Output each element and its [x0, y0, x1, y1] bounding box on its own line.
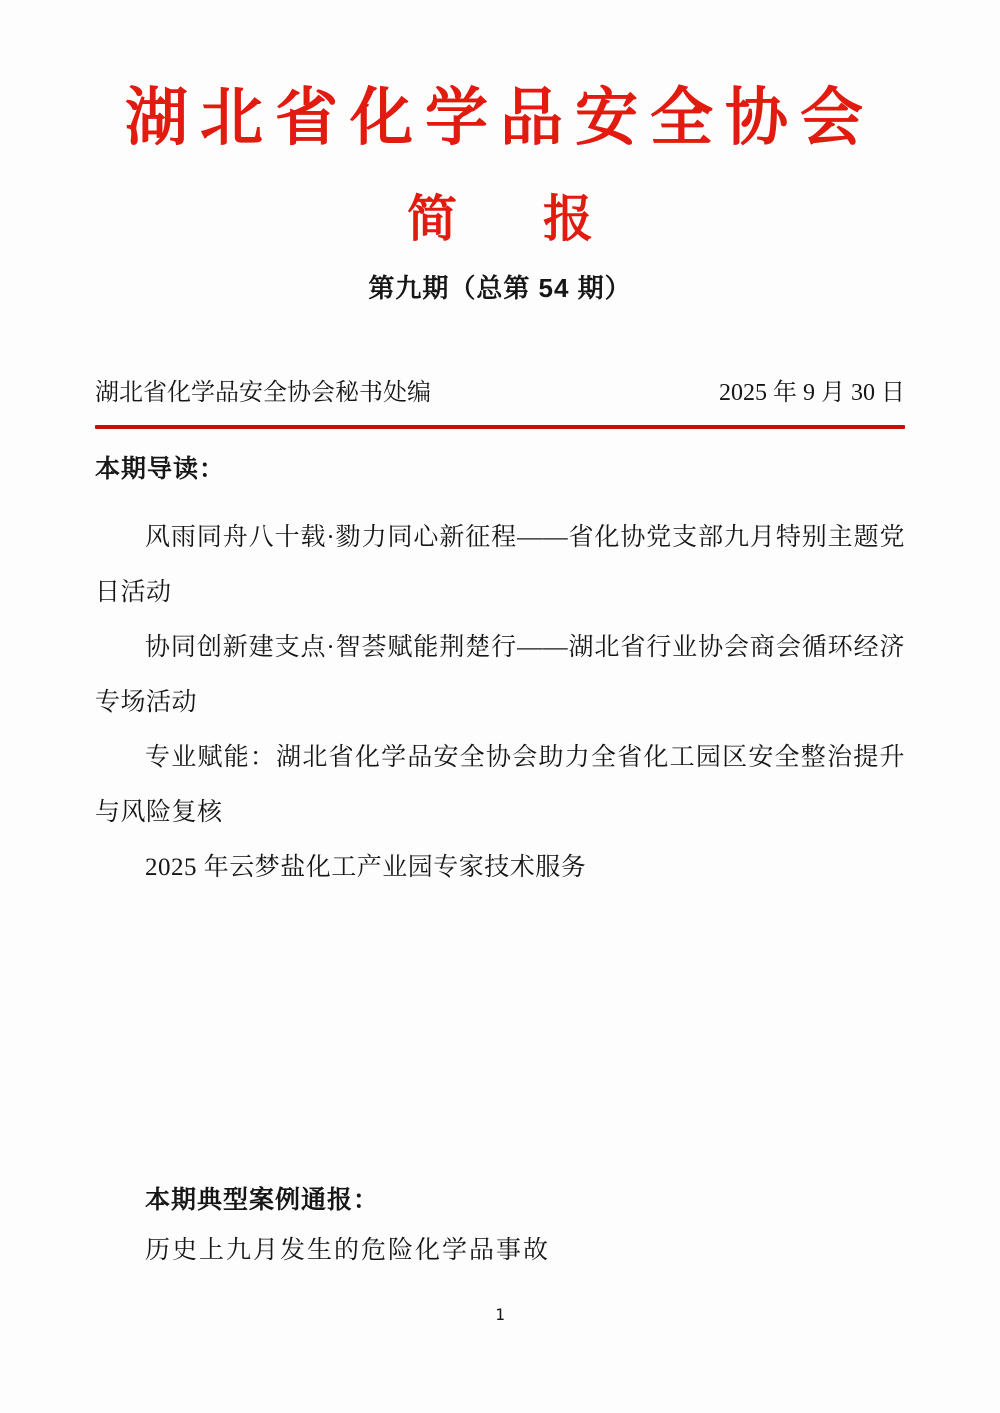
cases-heading: 本期典型案例通报： [145, 1186, 380, 1215]
toc-item: 风雨同舟八十载·勠力同心新征程——省化协党支部九月特别主题党日活动 [95, 524, 905, 607]
toc-item: 专业赋能：湖北省化学品安全协会助力全省化工园区安全整治提升与风险复核 [95, 744, 905, 827]
editor-credit: 湖北省化学品安全协会秘书处编 [95, 380, 431, 407]
bulletin-title-char-left: 简 [407, 191, 457, 248]
org-title: 湖北省化学品安全协会 [125, 83, 875, 153]
page-number: 1 [495, 1305, 505, 1325]
bulletin-title [95, 191, 905, 248]
case-item: 历史上九月发生的危险化学品事故 [145, 1237, 551, 1265]
issue-line: 第九期（总第 54 期） [368, 273, 632, 304]
toc-list [95, 510, 905, 895]
toc-item: 2025 年云梦盐化工产业园专家技术服务 [145, 854, 587, 882]
toc-item: 协同创新建支点·智荟赋能荆楚行——湖北省行业协会商会循环经济专场活动 [95, 634, 905, 717]
byline [95, 379, 905, 408]
bulletin-title-char-right: 报 [543, 191, 593, 248]
cases-section [95, 1185, 905, 1266]
red-divider-rule [95, 425, 905, 429]
toc-heading: 本期导读： [95, 455, 226, 484]
publication-date: 2025 年 9 月 30 日 [719, 380, 905, 407]
